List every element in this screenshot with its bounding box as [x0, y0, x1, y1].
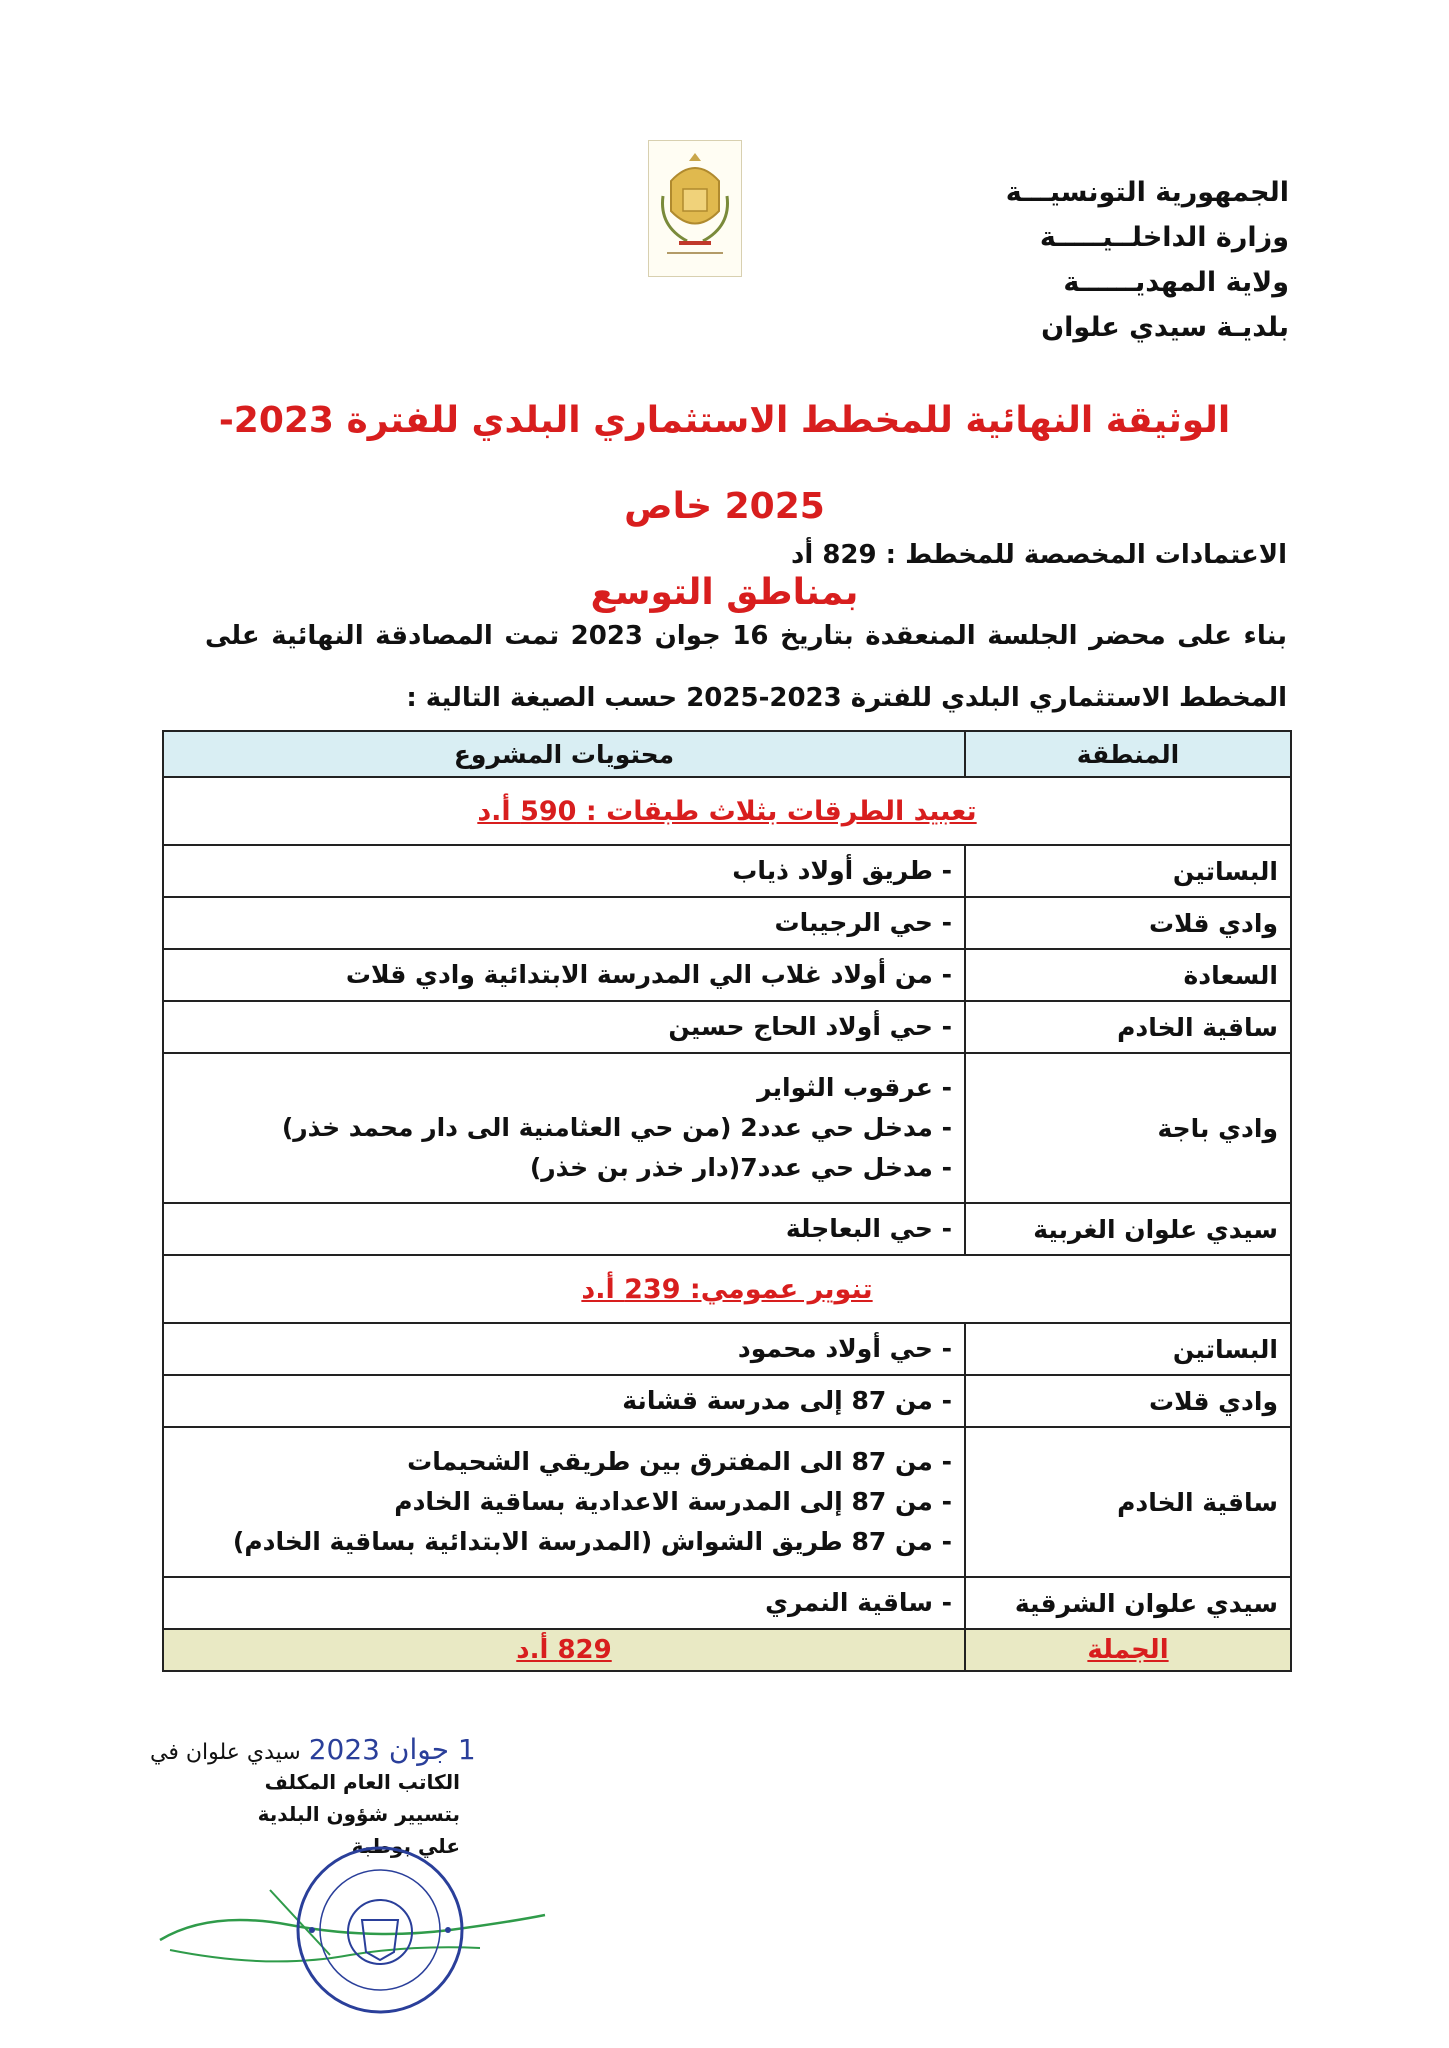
title-line-1: الوثيقة النهائية للمخطط الاستثماري البلدي للفترة 2023-2025 خاص — [218, 400, 1231, 527]
table-header-row — [163, 731, 1291, 777]
signatory-title-2: بتسيير شؤون البلدية — [257, 1802, 460, 1826]
header-line-municipality: بلديـة سيدي علوان — [1041, 312, 1289, 343]
contents-cell — [163, 1323, 965, 1375]
contents-cell — [163, 1577, 965, 1629]
header-line-governorate: ولاية المهديــــــة — [1063, 267, 1289, 298]
total-value-cell — [163, 1629, 965, 1671]
investment-plan-table — [162, 730, 1292, 1672]
contents-cell — [163, 1001, 965, 1053]
total-value: 829 أ.د — [516, 1635, 612, 1665]
project-item: - حي أولاد محمود — [737, 1334, 952, 1363]
section-row — [163, 777, 1291, 845]
contents-cell — [163, 1427, 965, 1577]
section-row — [163, 1255, 1291, 1323]
table-row — [163, 897, 1291, 949]
document-title — [200, 378, 1249, 636]
zone-cell: ساقية الخادم — [965, 1427, 1291, 1577]
total-label-cell — [965, 1629, 1291, 1671]
header-zone: المنطقة — [965, 731, 1291, 777]
handwritten-date: 1 جوان 2023 — [308, 1733, 476, 1766]
contents-cell — [163, 845, 965, 897]
table-row — [163, 1001, 1291, 1053]
zone-cell: وادي باجة — [965, 1053, 1291, 1203]
table-row — [163, 1427, 1291, 1577]
project-item: - من 87 إلى مدرسة قشانة — [622, 1386, 952, 1415]
table-row — [163, 1375, 1291, 1427]
table-row — [163, 1577, 1291, 1629]
contents-cell — [163, 1053, 965, 1203]
total-label: الجملة — [1087, 1635, 1169, 1665]
total-row — [163, 1629, 1291, 1671]
project-item: - حي الرجيبات — [774, 908, 952, 937]
project-item: - من أولاد غلاب الي المدرسة الابتدائية وادي قلات — [345, 960, 952, 989]
zone-cell: البساتين — [965, 1323, 1291, 1375]
project-item: - طريق أولاد ذياب — [732, 856, 952, 885]
zone-cell: السعادة — [965, 949, 1291, 1001]
table-row — [163, 1323, 1291, 1375]
zone-cell: سيدي علوان الغربية — [965, 1203, 1291, 1255]
signatory-title-1: الكاتب العام المكلف — [264, 1770, 460, 1794]
table-row — [163, 1053, 1291, 1203]
project-item: - مدخل حي عدد2 (من حي العثامنية الى دار محمد خذر) — [281, 1113, 952, 1142]
zone-cell: وادي قلات — [965, 897, 1291, 949]
table-body — [163, 777, 1291, 1671]
contents-cell — [163, 949, 965, 1001]
signature-date-line — [150, 1733, 480, 1766]
zone-cell: البساتين — [965, 845, 1291, 897]
official-stamp — [290, 1840, 470, 2020]
header-line-republic: الجمهورية التونسيـــة — [1005, 177, 1289, 208]
signature-place: سيدي علوان في — [150, 1740, 301, 1765]
zone-cell: وادي قلات — [965, 1375, 1291, 1427]
contents-cell — [163, 897, 965, 949]
zone-cell: ساقية الخادم — [965, 1001, 1291, 1053]
zone-cell: سيدي علوان الشرقية — [965, 1577, 1291, 1629]
project-item: - ساقية النمري — [765, 1588, 952, 1617]
crest-icon — [649, 141, 741, 276]
title-line-2: بمناطق التوسع — [590, 572, 859, 613]
government-header — [989, 170, 1289, 350]
header-contents: محتويات المشروع — [163, 731, 965, 777]
section-title: تعبيد الطرقات بثلاث طبقات : 590 أ.د — [477, 795, 977, 827]
section-cell — [163, 777, 1291, 845]
project-item: - عرقوب الثواير — [757, 1073, 952, 1102]
municipal-crest-logo — [648, 140, 742, 277]
project-item: - من 87 إلى المدرسة الاعدادية بساقية الخادم — [394, 1487, 952, 1516]
contents-cell — [163, 1203, 965, 1255]
section-cell — [163, 1255, 1291, 1323]
header-line-ministry: وزارة الداخلــيـــــة — [1039, 222, 1289, 253]
contents-cell — [163, 1375, 965, 1427]
table-row — [163, 1203, 1291, 1255]
project-item: - حي البعاجلة — [785, 1214, 952, 1243]
table-row — [163, 949, 1291, 1001]
project-item: - من 87 الى المفترق بين طريقي الشحيمات — [407, 1447, 952, 1476]
budget-line: الاعتمادات المخصصة للمخطط : 829 أد — [791, 540, 1287, 570]
project-item: - حي أولاد الحاج حسين — [668, 1012, 952, 1041]
intro-paragraph: بناء على محضر الجلسة المنعقدة بتاريخ 16 جوان 2023 تمت المصادقة النهائية على المخطط الاستثماري البلدي للفترة 2023-2025 حسب الصيغة التالية : — [205, 621, 1287, 713]
project-item: - مدخل حي عدد7(دار خذر بن خذر) — [529, 1153, 952, 1182]
section-title: تنوير عمومي: 239 أ.د — [581, 1273, 873, 1305]
table-row — [163, 845, 1291, 897]
project-item: - من 87 طريق الشواش (المدرسة الابتدائية بساقية الخادم) — [232, 1527, 952, 1556]
signatory-name: علي بوطبة — [351, 1834, 460, 1858]
